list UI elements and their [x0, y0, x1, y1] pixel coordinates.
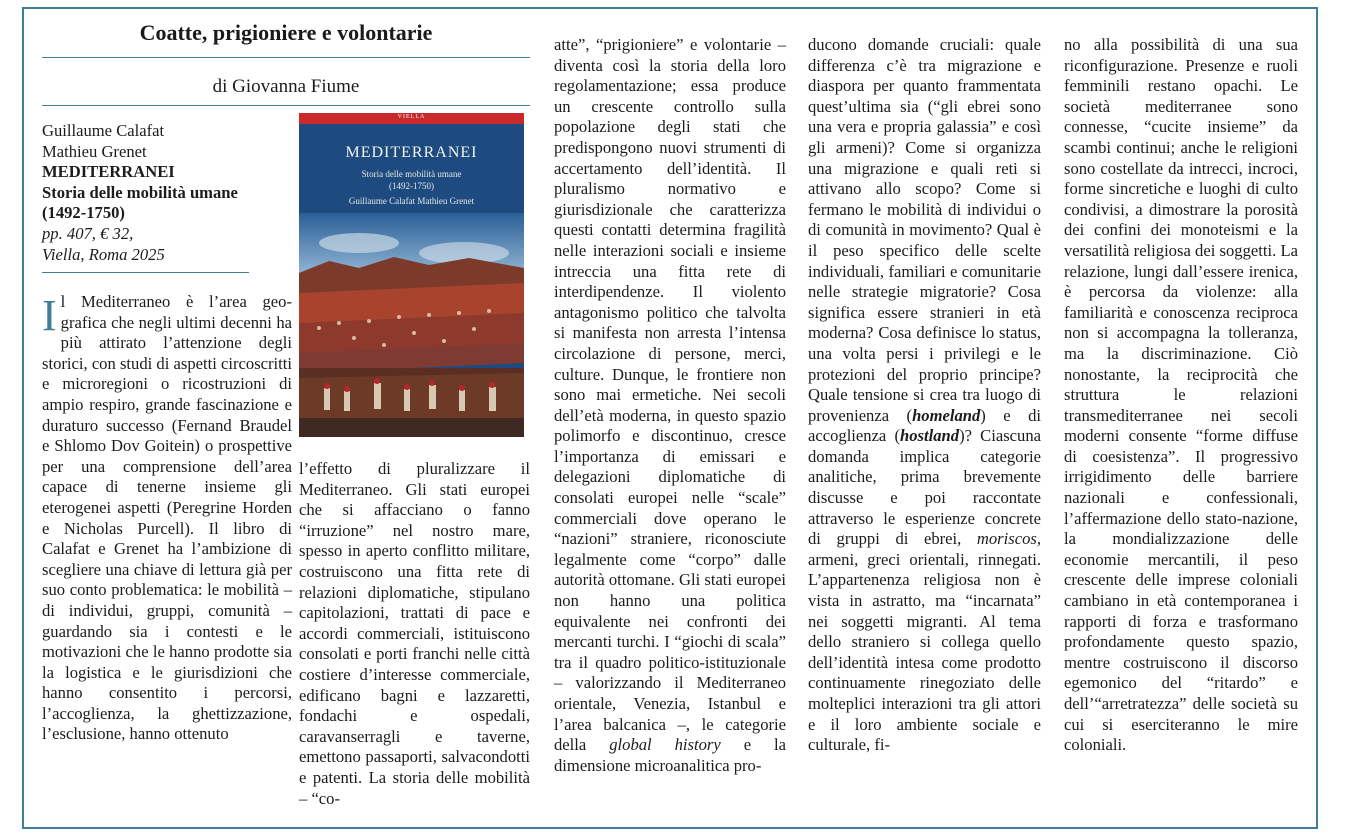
article-col1-first: l Mediterraneo è l’area geo- [60, 292, 292, 311]
col3-emphasis: global history [609, 735, 721, 755]
article-column-4 [808, 35, 1041, 756]
article-col2-text: l’effetto di pluralizzare il Mediterraneo. Gli stati europei che si affacciano o fanno “irruzione” nel nostro mare, spesso in aperto conflitto militare, costruiscono una fitta rete di relazioni diplomatiche, stipulano capitolazioni, trattati di pace e accordi commerciali, istituiscono consolati e porti franchi nelle città costiere d’interesse commerciale, edificano bagni e lazzaretti, fondachi e ospedali, caravanserragli e taverne, emettono passaporti, salvacondotti e patenti. La storia delle mobilità – “co- [299, 459, 530, 808]
article-col5-text: no alla possibilità di una sua riconfigurazione. Presenze e ruoli femminili restano opachi. Le società mediterranee sono connesse, “cucite insieme” da scambi continui; anche le religioni sono costellate da intrecci, incroci, forme sincretiche e luoghi di culto condivisi, a dimostrare la porosità dei confini dei monoteismi e la versatilità religiosa dei soggetti. La relazione, lungi dall’essere irenica, è percorsa da violenze: alla familiarità e conoscenza reciproca non si accompagna la tolleranza, ma la discriminazione. Ciò nonostante, la reciprocità che struttura le relazioni transmediterranee nei secoli moderni consente “forme diffuse di coesistenza”. Il progressivo irrigidimento delle barriere nazionali e confessionali, l’affermazione dello stato-nazione, la mondializzazione delle economie mercantili, il peso crescente delle imprese coloniali cambiano in età contemporanea i rapporti di forza e trasformano profondamente questo spazio, mentre costruiscono il discorso egemonico del “ritardo” e dell’“arretratezza” delle società su cui si eserciteranno le mire coloniali. [1064, 35, 1298, 755]
title-divider-bottom [42, 105, 530, 106]
cover-authors: Guillaume Calafat Mathieu Grenet [348, 196, 475, 206]
article-col1-text: grafica che negli ultimi decenni ha più attirato l’attenzione degli storici, con studi di aspetti circoscritti e microregioni o ricostruzioni di ampio respiro, grande fascinazione e duraturo successo (Fernand Braudel e Shlomo Dov Goitein) o prospettive per una comprensione dell’area capace di tenerne insieme gli eterogenei aspetti (Peregrine Horden e Nicholas Purcell). Il libro di Calafat e Grenet ha l’ambizione di scegliere una chiave di lettura già per suo conto problematica: le mobilità – di individui, gruppi, comunità – guardando sia i contesti e le motivazioni che le hanno prodotte sia la logistica e le giurisdizioni che hanno consentito i percorsi, l’accoglienza, la ghettizzazione, l’esclusione, hanno ottenuto [42, 312, 292, 744]
book-pages-price: pp. 407, € 32, [42, 223, 134, 243]
col4-part-b: ) e di accoglienza ( [808, 405, 1041, 446]
col4-emphasis-2: hostland [900, 426, 960, 446]
col4-emphasis-1: homeland [912, 405, 981, 425]
book-author-1: Guillaume Calafat [42, 121, 165, 140]
col3-part-a: atte”, “prigioniere” e volontarie – diventa così la storia della loro regolamentazione; essa produce un crescente controllo sulla popolazione degli stati che predispongono nuovi strumenti di accertamento dell’identità. Il pluralismo normativo e giurisdizionale che caratterizza questi contatti determina fragilità nelle interazioni sociali e insieme intreccia una fitta rete di interdipendenze. Il violento antagonismo politico che talvolta si manifesta non arresta l’intensa circolazione di persone, merci, culture. Dunque, le frontiere non sono mai ermetiche. Nei secoli dell’età moderna, in questo spazio polimorfo e discontinuo, cresce l’importanza di emissari e delegazioni diplomatiche di consolati europei nelle “scale” commerciali dove operano le “nazioni” straniere, riconosciute legalmente come “corpo” dalle autorità ottomane. Gli stati europei non hanno una politica equivalente nei confronti dei mercanti turchi. I “giochi di scala” tra il quadro politico-istituzionale – valorizzando il Mediterraneo orientale, Venezia, Istanbul e l’area balcanica –, le categorie della [554, 35, 786, 755]
cover-title: MEDITERRANEI [345, 144, 478, 161]
col3-part-b: e la dimensione microanalitica pro- [554, 735, 787, 775]
title-divider-top [42, 57, 530, 58]
book-subtitle: Storia delle mobilità umane [42, 182, 238, 202]
article-title: Coatte, prigioniere e volontarie [139, 20, 433, 45]
article-col4-text [808, 35, 1041, 756]
article-column-3 [554, 35, 786, 776]
article-column-2 [299, 459, 530, 809]
book-years: (1492-1750) [42, 203, 125, 223]
book-publisher: Viella, Roma 2025 [42, 244, 165, 264]
biblio-divider [42, 272, 249, 273]
book-author-2: Mathieu Grenet [42, 141, 147, 161]
book-bibliography [42, 121, 292, 265]
drop-cap: I [42, 291, 57, 340]
cover-painting [299, 213, 524, 437]
article-col3-text [554, 35, 786, 776]
cover-subtitle-line1: Storia delle mobilità umane [361, 169, 462, 179]
article-author: di Giovanna Fiume [212, 76, 360, 97]
book-title: MEDITERRANEI [42, 162, 175, 182]
col4-emphasis-3: moriscos [976, 529, 1037, 549]
cover-subtitle-line2: (1492-1750) [389, 181, 434, 191]
col4-part-a: ducono domande cruciali: quale differenza c’è tra migrazione e diaspora per quanto frammentata quest’ultima sia (“gli ebrei sono una vera e propria galassia” e così gli armeni)? Come si organizza una migrazione e quali reti si attivano allo scopo? Come si fermano le mobilità di individui o di comunità in movimento? Qual è il peso specifico delle scelte individuali, familiari e comunitarie nelle strategie migratorie? Cosa significa essere stranieri in età moderna? Cosa definisce lo status, una volta persi i privilegi e le protezioni del proprio principe? Quale tensione si crea tra luogo di provenienza ( [808, 35, 1041, 425]
article-column-5 [1064, 35, 1298, 756]
article-column-1 [42, 292, 292, 745]
book-cover-image [299, 113, 524, 437]
cover-subtitle [299, 168, 524, 192]
col4-part-d: , armeni, greci orientali, rinnegati. L’appartenenza religiosa non è vista in astratto, ma “incarnata” nei soggetti migranti. Al tema dello straniero si collega quello dell’identità intesa come prodotto continuamente rinegoziato delle molteplici interazioni tra gli attori e il loro ambiente sociale e culturale, fi- [808, 529, 1041, 755]
cover-publisher-label: VIELLA [397, 114, 426, 120]
col4-part-c: )? Ciascuna domanda implica categorie analitiche, prima brevemente discusse e poi raccontate attraverso le esperienze concrete di gruppi di ebrei, [808, 426, 1041, 549]
